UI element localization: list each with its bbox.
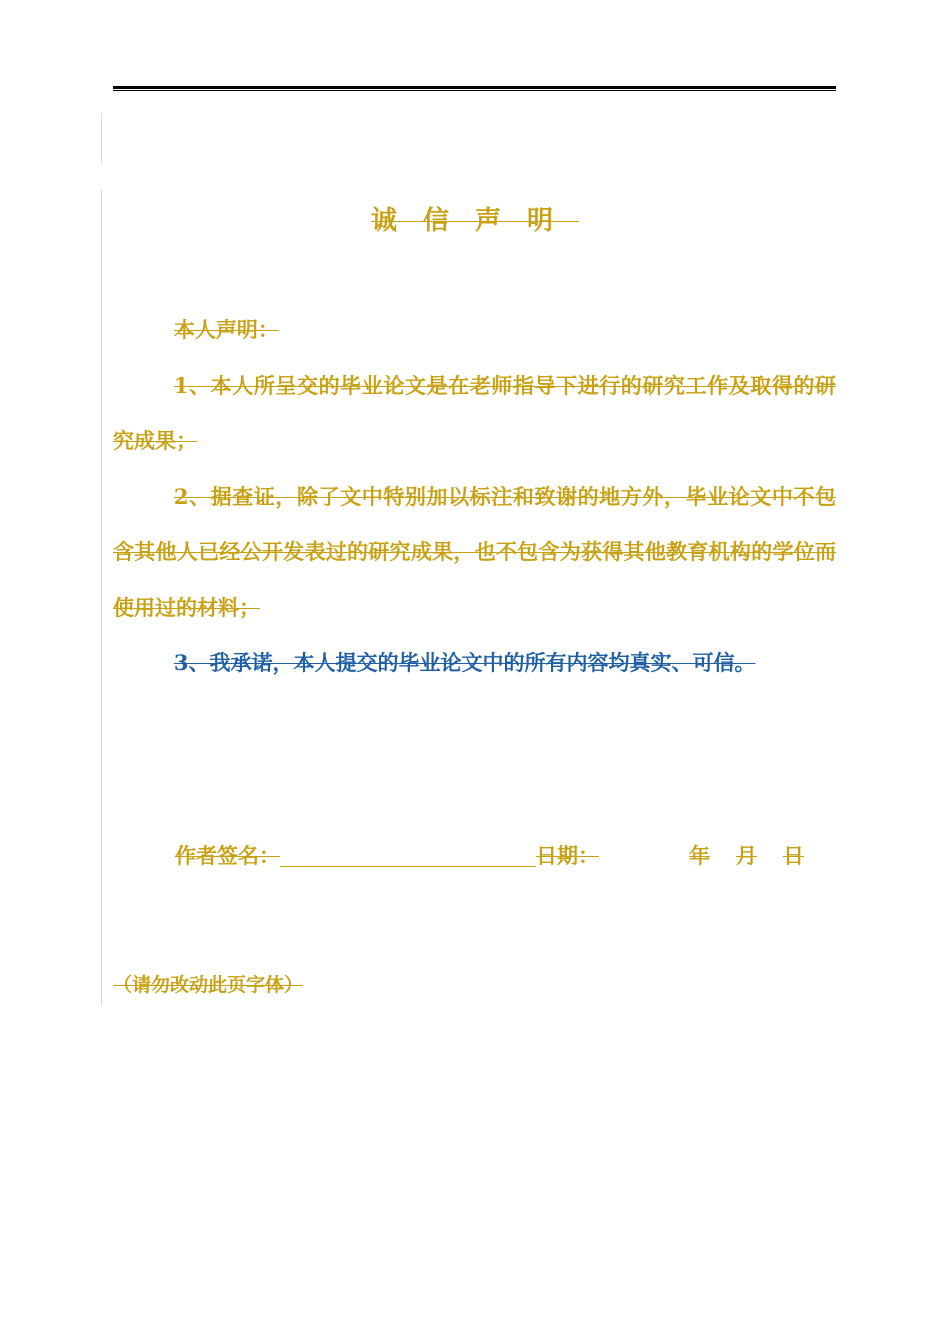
page-title: 诚信声明: [370, 206, 579, 236]
declaration-body: [113, 302, 836, 691]
margin-marker-main: [101, 190, 102, 1006]
declaration-item-3: 3、我承诺，本人提交的毕业论文中的所有内容均真实、可信。: [173, 650, 756, 675]
day-label: 日: [783, 843, 804, 868]
font-notice: （请勿改动此页字体）: [113, 974, 304, 996]
author-signature-label: 作者签名：: [175, 843, 280, 868]
header-rule: [113, 86, 836, 91]
declaration-item-1: 1、本人所呈交的毕业论文是在老师指导下进行的研究工作及取得的研究成果；: [113, 372, 836, 453]
declaration-item-2: 2、据查证，除了文中特别加以标注和致谢的地方外，毕业论文中不包含其他人已经公开发表过的研究成果，也不包含为获得其他教育机构的学位而使用过的材料；: [113, 483, 836, 620]
date-label: 日期：: [536, 843, 599, 868]
margin-marker-top: [101, 113, 102, 163]
month-label: 月: [736, 843, 757, 868]
author-signature-blank[interactable]: [280, 842, 536, 867]
signature-row: [175, 840, 835, 870]
year-label: 年: [689, 843, 710, 868]
declaration-intro: 本人声明：: [173, 317, 279, 342]
